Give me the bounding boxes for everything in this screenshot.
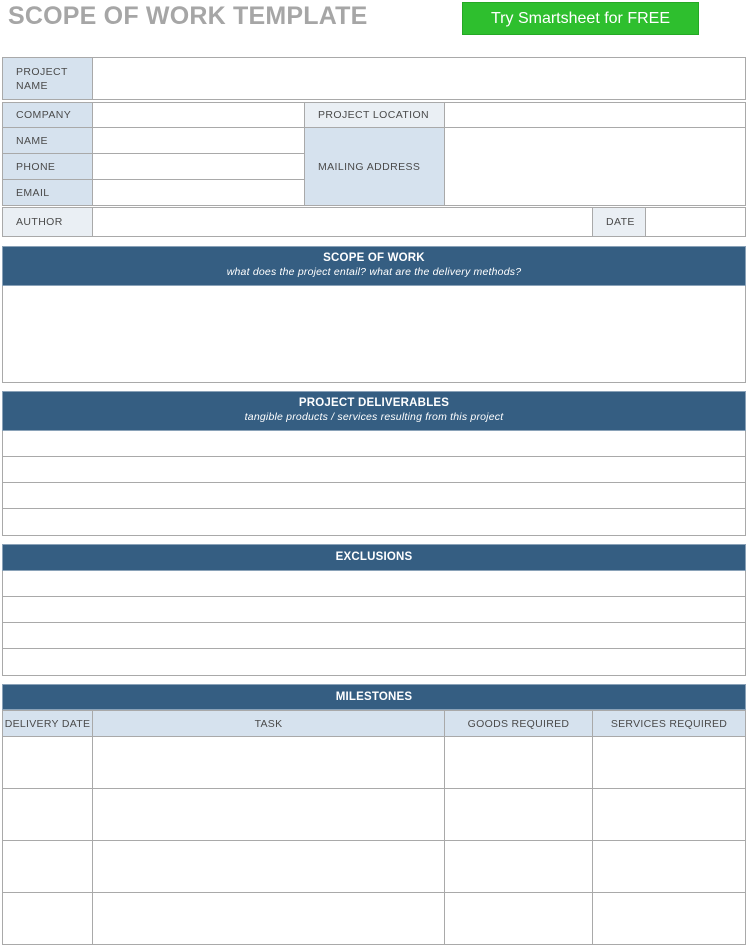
milestone-services-cell[interactable] <box>592 736 746 789</box>
milestone-task-cell[interactable] <box>92 892 445 945</box>
deliverable-row[interactable] <box>2 431 746 457</box>
exclusion-row[interactable] <box>2 649 746 676</box>
exclusion-row[interactable] <box>2 597 746 623</box>
scope-of-work-subtitle: what does the project entail? what are the delivery methods? <box>226 266 522 278</box>
email-label: EMAIL <box>2 179 93 206</box>
exclusions-header <box>2 544 746 571</box>
mailing-address-label: MAILING ADDRESS <box>304 127 445 206</box>
milestone-services-cell[interactable] <box>592 892 746 945</box>
col-services-required: SERVICES REQUIRED <box>592 710 746 737</box>
phone-label: PHONE <box>2 153 93 180</box>
phone-field[interactable] <box>92 153 305 180</box>
author-label: AUTHOR <box>2 207 93 237</box>
date-field[interactable] <box>645 207 746 237</box>
milestones-title: MILESTONES <box>335 691 413 703</box>
deliverable-row[interactable] <box>2 509 746 536</box>
deliverables-header <box>2 391 746 431</box>
scope-of-work-title: SCOPE OF WORK <box>323 252 425 264</box>
deliverables-title: PROJECT DELIVERABLES <box>298 397 450 409</box>
milestone-delivery-date-cell[interactable] <box>2 788 93 841</box>
page-title: SCOPE OF WORK TEMPLATE <box>8 2 368 30</box>
project-location-field[interactable] <box>444 102 746 128</box>
project-location-label: PROJECT LOCATION <box>304 102 445 128</box>
milestone-delivery-date-cell[interactable] <box>2 736 93 789</box>
milestone-task-cell[interactable] <box>92 840 445 893</box>
date-label: DATE <box>592 207 646 237</box>
deliverable-row[interactable] <box>2 483 746 509</box>
col-goods-required: GOODS REQUIRED <box>444 710 593 737</box>
milestone-delivery-date-cell[interactable] <box>2 892 93 945</box>
scope-of-work-field[interactable] <box>2 286 746 383</box>
project-name-label-line2: NAME <box>16 79 48 92</box>
exclusion-row[interactable] <box>2 571 746 597</box>
exclusions-title: EXCLUSIONS <box>335 551 413 563</box>
milestone-goods-cell[interactable] <box>444 892 593 945</box>
mailing-address-field[interactable] <box>444 127 746 206</box>
try-smartsheet-button[interactable]: Try Smartsheet for FREE <box>462 2 699 35</box>
deliverable-row[interactable] <box>2 457 746 483</box>
milestone-services-cell[interactable] <box>592 788 746 841</box>
name-label: NAME <box>2 127 93 154</box>
author-field[interactable] <box>92 207 593 237</box>
email-field[interactable] <box>92 179 305 206</box>
col-delivery-date: DELIVERY DATE <box>2 710 93 737</box>
milestone-services-cell[interactable] <box>592 840 746 893</box>
project-name-label <box>2 57 93 100</box>
milestone-task-cell[interactable] <box>92 788 445 841</box>
company-field[interactable] <box>92 102 305 128</box>
name-field[interactable] <box>92 127 305 154</box>
milestone-goods-cell[interactable] <box>444 736 593 789</box>
milestones-header <box>2 684 746 710</box>
project-name-label-line1: PROJECT <box>16 65 68 78</box>
milestone-goods-cell[interactable] <box>444 840 593 893</box>
exclusion-row[interactable] <box>2 623 746 649</box>
col-task: TASK <box>92 710 445 737</box>
milestone-delivery-date-cell[interactable] <box>2 840 93 893</box>
company-label: COMPANY <box>2 102 93 128</box>
deliverables-subtitle: tangible products / services resulting from this project <box>244 411 504 423</box>
scope-of-work-header <box>2 246 746 286</box>
project-name-field[interactable] <box>92 57 746 100</box>
milestone-task-cell[interactable] <box>92 736 445 789</box>
milestone-goods-cell[interactable] <box>444 788 593 841</box>
